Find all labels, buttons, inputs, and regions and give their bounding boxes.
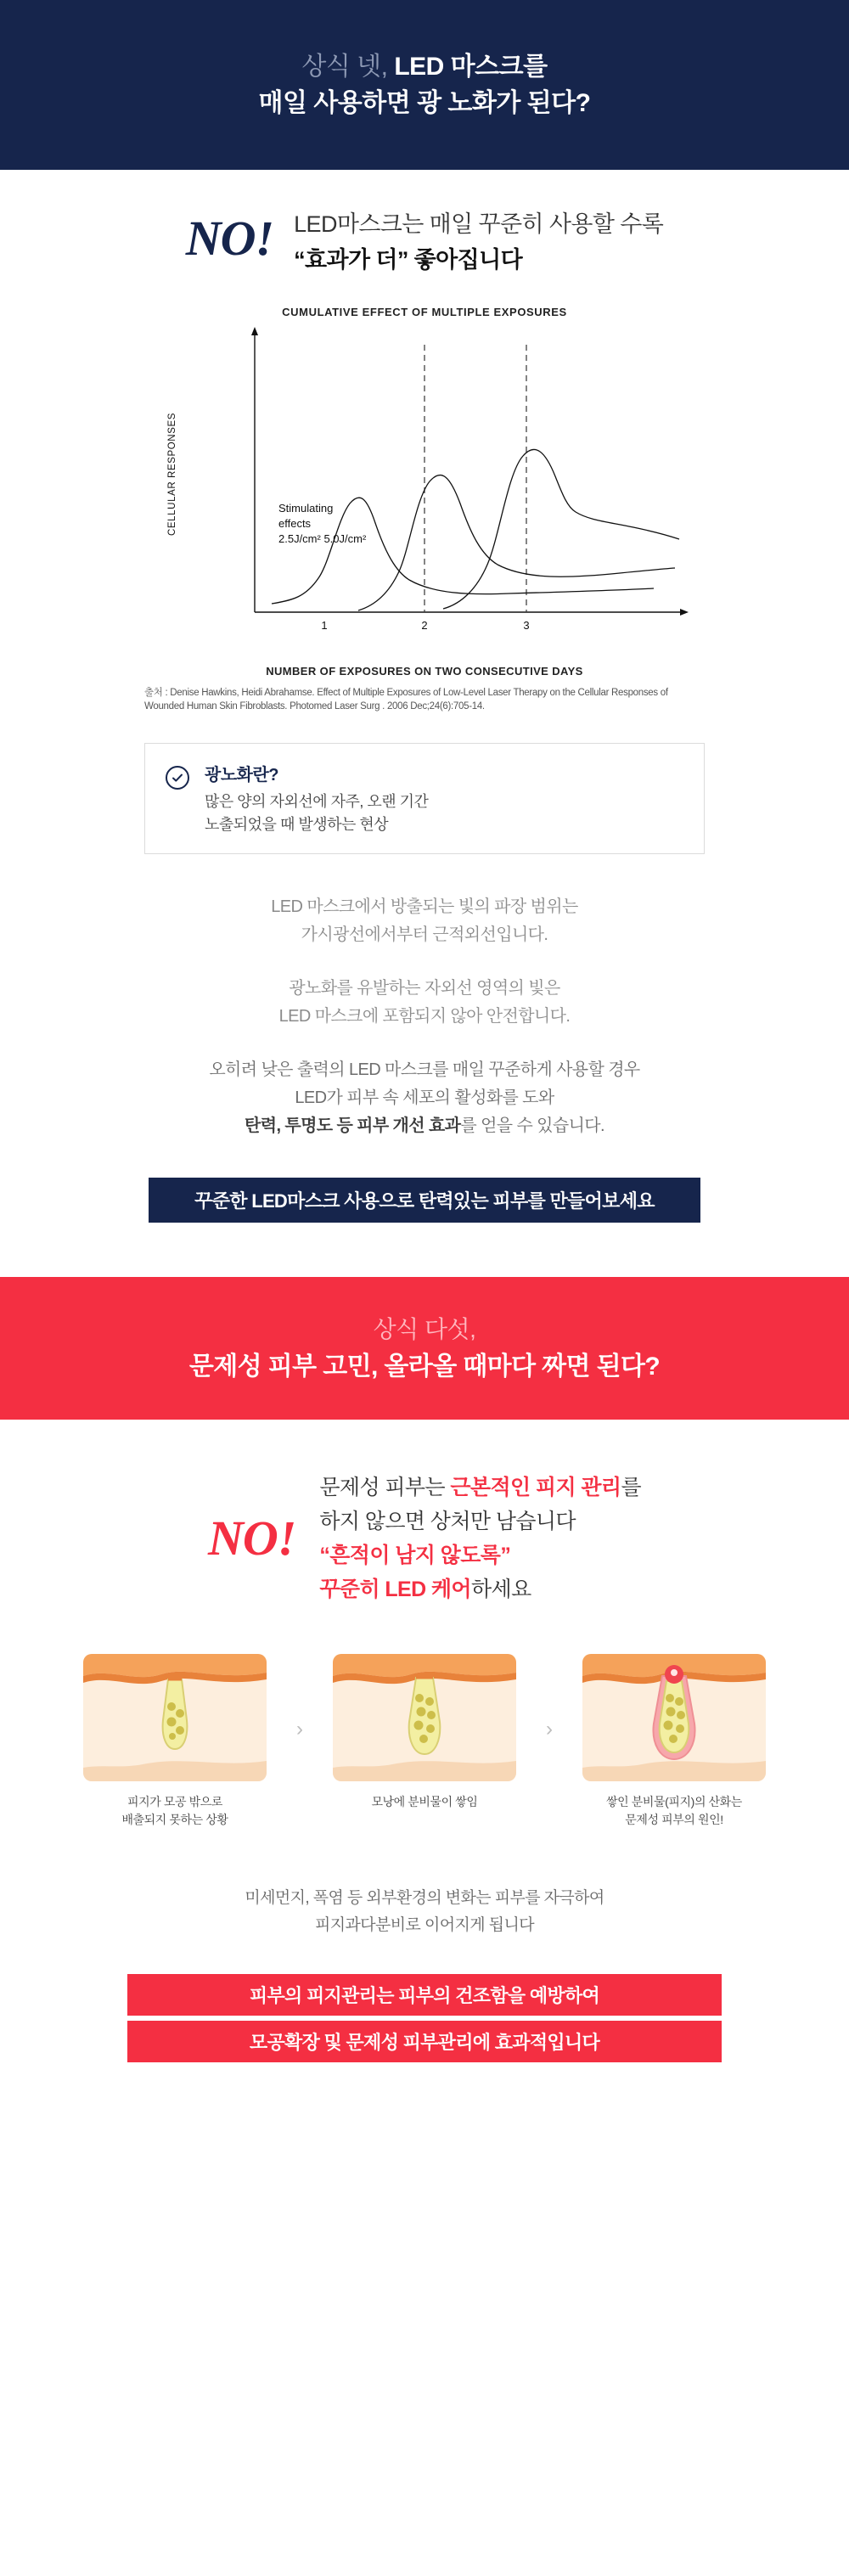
photoaging-definition-line2: 노출되었을 때 발생하는 현상: [205, 816, 389, 834]
paragraph-3-line2: LED가 피부 속 세포의 활성화를 도와: [295, 1088, 554, 1108]
photoaging-definition-title: 광노화란?: [205, 766, 278, 785]
paragraph-gap-1: [0, 949, 849, 975]
section5-banner-2: 모공확장 및 문제성 피부관리에 효과적입니다: [127, 2021, 722, 2062]
section5-header-line2: 문제성 피부 고민, 올라올 때마다 짜면 된다?: [188, 1352, 661, 1381]
paragraph-1-line1: LED 마스크에서 방출되는 빛의 파장 범위는: [271, 897, 578, 917]
chart-svg: [144, 323, 705, 663]
section5-banners: [0, 1940, 849, 2062]
photoaging-definition-text: [205, 761, 428, 836]
photoaging-definition-line1: 많은 양의 자외선에 자주, 오랜 기간: [205, 793, 429, 811]
section4-paragraphs: [0, 854, 849, 1140]
skin-condition-steps: [0, 1606, 849, 1829]
chart-annotation-1: Stimulating: [278, 501, 334, 515]
skin-step-3: [568, 1654, 780, 1829]
skin-diagram-1-icon: [83, 1654, 267, 1781]
section4-header-line1-bold: LED 마스크를: [394, 52, 548, 81]
paragraph-3-line3-bold: 탄력, 투명도 등 피부 개선 효과: [245, 1116, 461, 1136]
section5-closing-line1: 미세먼지, 폭염 등 외부환경의 변화는 피부를 자극하여: [245, 1889, 604, 1908]
paragraph-gap-2: [0, 1031, 849, 1056]
svg-text:2: 2: [421, 618, 428, 632]
section5-answer-text: [319, 1471, 641, 1606]
chart-title: CUMULATIVE EFFECT OF MULTIPLE EXPOSURES: [282, 305, 567, 318]
photoaging-definition-box: [144, 743, 705, 854]
section4-answer-text: [294, 207, 663, 278]
paragraph-3-line3-rest: 를 얻을 수 있습니다.: [460, 1116, 604, 1136]
skin-step-2-caption-line1: 모낭에 분비물이 쌓임: [371, 1795, 478, 1809]
section5-banner-1: 피부의 피지관리는 피부의 건조함을 예방하여: [127, 1974, 722, 2016]
paragraph-2-line1: 광노화를 유발하는 자외선 영역의 빛은: [289, 979, 560, 998]
bottom-padding: [0, 2062, 849, 2113]
skin-step-2-caption: [371, 1793, 477, 1811]
check-icon: [166, 766, 189, 790]
svg-text:CELLULAR RESPONSES: CELLULAR RESPONSES: [167, 412, 177, 536]
section5-answer-line1-b: 를: [621, 1476, 641, 1500]
skin-diagram-2-icon: [333, 1654, 516, 1781]
section5-answer-line1: [319, 1471, 641, 1505]
section4-answer-block: [0, 170, 849, 287]
paragraph-1-line2: 가시광선에서부터 근적외선입니다.: [301, 925, 548, 945]
section5-answer-line1-a: 문제성 피부는: [319, 1476, 451, 1500]
skin-step-3-caption-line2: 문제성 피부의 원인!: [625, 1813, 723, 1827]
section4-answer-line1: LED마스크는 매일 꾸준히 사용할 수록: [294, 211, 664, 237]
cumulative-effect-chart: [0, 287, 849, 714]
chart-plot-area: [144, 323, 705, 663]
section4-header: [0, 0, 849, 170]
section5-header-line1: 상식 다섯,: [373, 1315, 476, 1342]
chart-annotation-2: effects: [278, 516, 312, 530]
chart-xaxis-label: NUMBER OF EXPOSURES ON TWO CONSECUTIVE DAYS: [266, 664, 583, 678]
check-icon-svg: [171, 771, 184, 785]
chart-source-citation: 출처 : Denise Hawkins, Heidi Abrahamse. Effect of Multiple Exposures of Low-Level Laser Therapy on the Cellular Responses of Wounded Human Skin Fibroblasts. Photomed Laser Surg . 2006 Dec;24(6):705-14.: [144, 687, 668, 712]
paragraph-3-line3: [0, 1112, 849, 1140]
step-arrow-2-icon: ›: [546, 1718, 553, 1741]
skin-step-1-caption-line1: 피지가 모공 밖으로: [127, 1795, 222, 1809]
section4-banner: 꾸준한 LED마스크 사용으로 탄력있는 피부를 만들어보세요: [149, 1178, 700, 1223]
skin-step-3-caption-line1: 쌓인 분비물(피지)의 산화는: [606, 1795, 742, 1809]
section5-header: [0, 1277, 849, 1420]
section5-answer-line4: [319, 1572, 641, 1606]
skin-step-3-caption: [606, 1793, 742, 1829]
section5-no-label: NO!: [208, 1510, 296, 1566]
section4-header-line1: [301, 48, 547, 86]
section4-no-label: NO!: [185, 211, 274, 266]
skin-step-1: [69, 1654, 281, 1829]
section5-answer-line4-rest: 하세요: [471, 1578, 531, 1602]
svg-text:1: 1: [321, 618, 328, 632]
section4-header-line1-prefix: 상식 넷,: [301, 52, 395, 81]
section4-header-line2: 매일 사용하면 광 노화가 된다?: [258, 89, 591, 117]
step-arrow-1-icon: ›: [296, 1718, 303, 1741]
section5-answer-line2: 하지 않으면 상처만 남습니다: [319, 1510, 576, 1534]
skin-diagram-3-icon: [582, 1654, 766, 1781]
skin-step-1-caption: [121, 1793, 228, 1829]
chart-annotation-3: 2.5J/cm² 5.0J/cm²: [278, 532, 367, 545]
skin-step-1-caption-line2: 배출되지 못하는 상황: [121, 1813, 228, 1827]
section5-closing-text: [0, 1829, 849, 1940]
section5-answer-block: [0, 1420, 849, 1606]
section5-answer-line1-red: 근본적인 피지 관리: [450, 1476, 621, 1500]
section5-closing-line2: 피지과다분비로 이어지게 됩니다: [315, 1916, 534, 1935]
section5-answer-line4-red: 꾸준히 LED 케어: [319, 1578, 471, 1602]
svg-text:3: 3: [523, 618, 530, 632]
section5-answer-line3: “흔적이 남지 않도록”: [319, 1544, 511, 1568]
skin-step-2: [318, 1654, 531, 1811]
section-spacer: [0, 1223, 849, 1277]
section4-answer-line2: “효과가 더” 좋아집니다: [294, 246, 523, 273]
paragraph-2-line2: LED 마스크에 포함되지 않아 안전합니다.: [278, 1007, 571, 1026]
paragraph-3-line1: 오히려 낮은 출력의 LED 마스크를 매일 꾸준하게 사용할 경우: [209, 1060, 640, 1080]
